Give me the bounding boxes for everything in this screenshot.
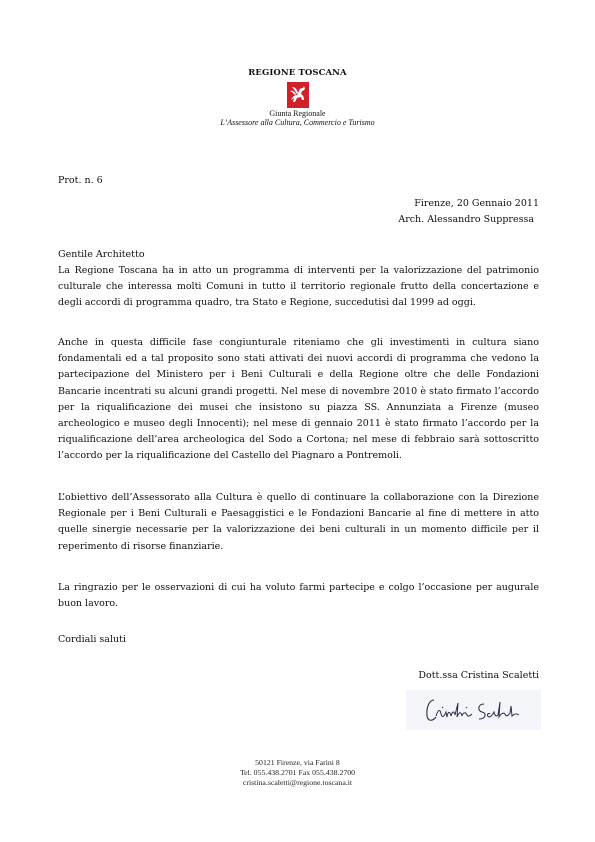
footer-address: 50121 Firenze, via Farini 8 [255,758,340,767]
paragraph-1 [58,263,539,312]
place-date: Firenze, 20 Gennaio 2011 [414,198,539,209]
protocol-number: Prot. n. 6 [58,175,103,186]
footer-phone-fax: Tel. 055.438.2701 Fax 055.438.2700 [239,768,356,777]
paragraph-2 [58,335,539,465]
signer-name: Dott.ssa Cristina Scaletti [418,670,539,681]
salutation-text: Gentile Architetto [58,249,145,260]
pegasus-logo-icon [287,82,309,108]
paragraph-text: Anche in questa difficile fase congiunturale riteniamo che gli investimenti in cultura siano fondamentali ed a tal proposito sono stati attivati dei nuovi accordi di programma che vedono la partecipazione del Ministero per i Beni Culturali e della Regione oltre che delle Fondazioni Bancarie incentrati su alcuni grandi progetti. Nel mese di novembre 2010 è stato firmato l’accordo per la riqualificazione dei musei che insistono su piazza SS. Annunziata a Firenze (museo archeologico e museo degli Innocenti); nel mese di gennaio 2011 è stato firmato l’accordo per la riqualificazione dell’area archeologica del Sodo a Cortona; nel mese di febbraio sarà sottoscritto l’accordo per la riqualificazione del Castello del Piagnaro a Pontremoli. [58,337,539,462]
paragraph-4 [58,580,539,612]
recipient: Arch. Alessandro Suppressa [398,214,534,225]
salutation [58,247,539,263]
handwritten-signature [406,690,541,730]
closing [58,632,539,648]
paragraph-text: La ringrazio per le osservazioni di cui ha voluto farmi partecipe e colgo l’occasione per augurale buon lavoro. [58,582,539,610]
footer-email: cristina.scaletti@regione.toscana.it [242,778,353,787]
paragraph-text: L’obiettivo dell’Assessorato alla Cultura è quello di continuare la collaborazione con la Direzione Regionale per i Beni Culturali e Paesaggistici e le Fondazioni Bancarie al fine di mettere in atto quelle sinergie necessarie per la valorizzazione dei beni culturali in un momento difficile per il reperimento di risorse finanziarie. [58,492,539,552]
paragraph-text: La Regione Toscana ha in atto un programma di interventi per la valorizzazione del patrimonio culturale che interessa molti Comuni in tutto il territorio regionale frutto della concertazione e degli accordi di programma quadro, tra Stato e Regione, succedutisi dal 1999 ad oggi. [58,265,539,309]
footer [0,758,595,788]
paragraph-3 [58,490,539,555]
giunta-label: Giunta Regionale [269,109,326,118]
department-label: L’Assessore alla Cultura, Commercio e Turismo [220,118,375,127]
organization-name: REGIONE TOSCANA [248,68,347,78]
closing-text: Cordiali saluti [58,634,126,645]
letterhead [0,68,595,127]
